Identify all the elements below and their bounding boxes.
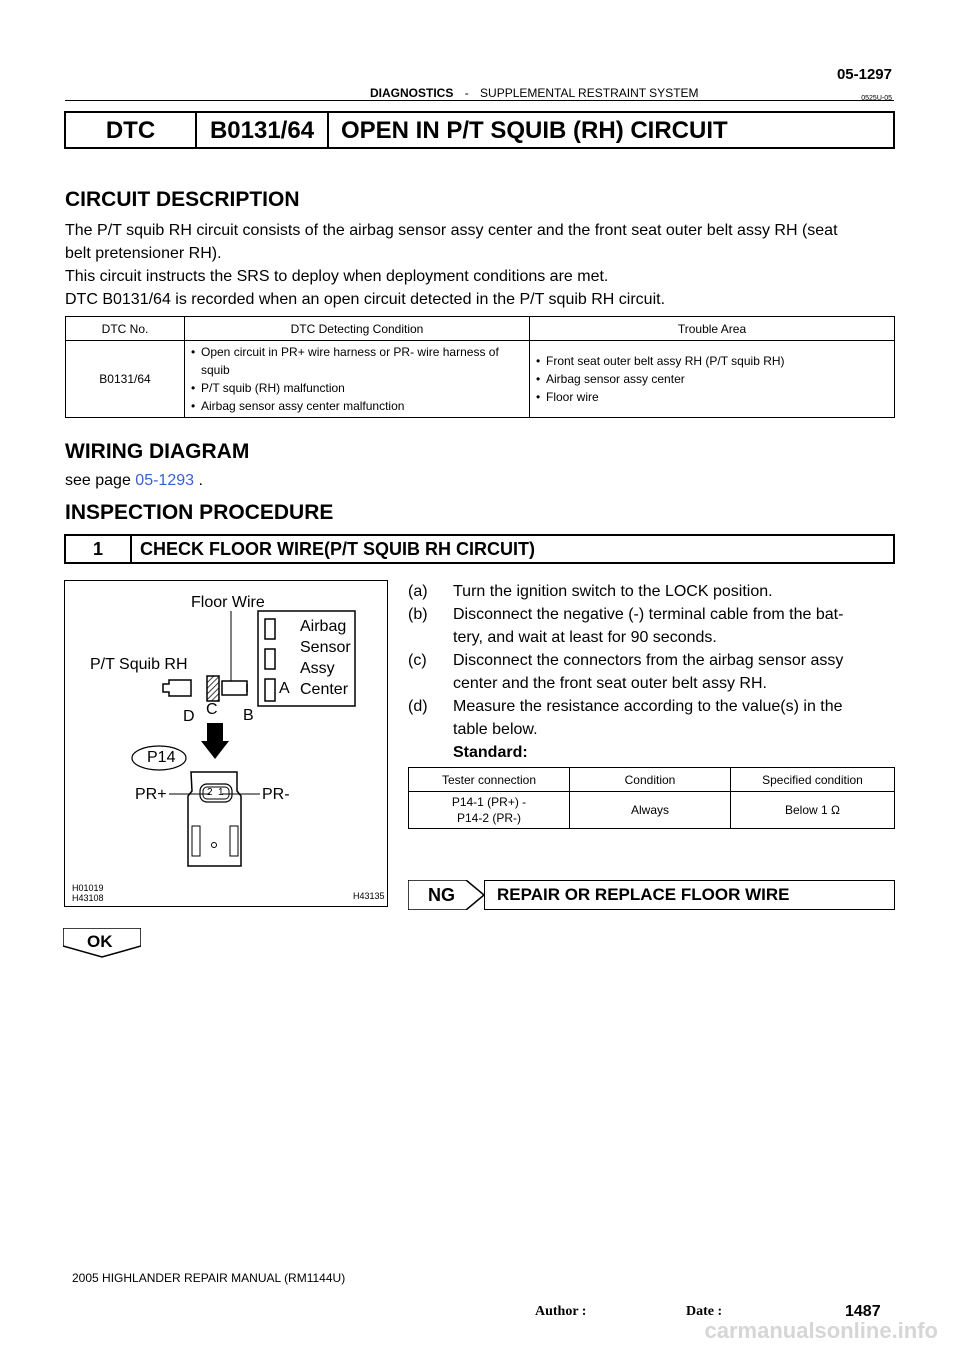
airbag-connector-2 [265,649,275,669]
floor-connector-c [207,676,219,701]
letter-b: B [243,707,254,724]
dtc-title-bar [64,111,895,149]
dtc-table-conditions [185,341,530,418]
inspection-heading: INSPECTION PROCEDURE [65,501,334,524]
step-label: (b) [408,606,428,623]
dtc-table-header: DTC Detecting Condition [185,317,530,341]
area-item: • Front seat outer belt assy RH (P/T squib RH) [536,352,888,370]
wiring-heading: WIRING DIAGRAM [65,440,250,463]
spec-table-header: Tester connection [409,768,570,792]
figure-code-3: H43135 [353,891,385,901]
step-label: (a) [408,583,428,600]
standard-label: Standard: [453,744,528,761]
pin-1-label: 1 [218,787,224,798]
figure-code-1: H01019 [72,883,104,893]
title-text: OPEN IN P/T SQUIB (RH) CIRCUIT [341,117,728,144]
wiring-page-link[interactable]: 05-1293 [135,472,195,489]
condition-item: • P/T squib (RH) malfunction [191,379,523,397]
title-divider-2 [327,113,329,147]
pr-plus-label: PR+ [135,786,167,803]
airbag-connector-1 [265,619,275,639]
circuit-description-line: This circuit instructs the SRS to deploy when deployment conditions are met. [65,268,609,285]
step-line: center and the front seat outer belt assy RH. [453,675,767,692]
ng-action-text: REPAIR OR REPLACE FLOOR WIRE [497,885,790,904]
spec-table-header: Specified condition [731,768,895,792]
dtc-table-dtc-no: B0131/64 [66,341,185,418]
step-b [408,603,898,649]
header-separator: - [464,86,469,100]
airbag-sensor-label [300,616,351,700]
condition-item: • Airbag sensor assy center malfunction [191,397,523,415]
pin-2-label: 2 [207,787,213,798]
spec-table [408,767,895,829]
step-label: (c) [408,652,427,669]
airbag-connector-a [265,679,275,701]
step-line: tery, and wait at least for 90 seconds. [453,629,717,646]
title-dtc: DTC [105,117,156,144]
p14-label: P14 [147,749,176,766]
pr-minus-label: PR- [262,786,290,803]
step-line: Turn the ignition switch to the LOCK position. [453,583,773,600]
dtc-table-header: Trouble Area [530,317,895,341]
area-item: • Airbag sensor assy center [536,370,888,388]
watermark: carmanualsonline.info [704,1318,938,1343]
letter-d: D [183,708,195,725]
step-d [408,695,898,764]
footer-date: Date : [686,1304,723,1319]
step-line: table below. [453,721,538,738]
wiring-suffix: . [198,472,203,489]
ok-label: OK [87,932,113,951]
footer-manual: 2005 HIGHLANDER REPAIR MANUAL (RM1144U) [72,1271,346,1285]
ng-label: NG [428,885,455,905]
dtc-table-header: DTC No. [66,317,185,341]
title-code: B0131/64 [209,117,315,144]
down-arrow-icon [201,723,229,759]
connector-diagram [64,580,388,907]
step-title: CHECK FLOOR WIRE(P/T SQUIB RH CIRCUIT) [140,539,535,559]
circuit-description-line: DTC B0131/64 is recorded when an open circuit detected in the P/T squib RH circuit. [65,291,666,308]
airbag-sensor-line: Center [300,681,349,698]
squib-label: P/T Squib RH [90,656,188,673]
squib-connector-d [163,680,191,696]
circuit-description-body [65,219,905,311]
step-line: Disconnect the connectors from the airbag sensor assy [453,652,844,669]
letter-a: A [279,680,290,697]
step-divider [130,536,132,562]
ng-action-box [484,880,895,910]
header-section: DIAGNOSTICS [370,86,454,100]
circuit-description-line: The P/T squib RH circuit consists of the airbag sensor assy center and the front seat outer belt assy RH (seat [65,222,838,239]
footer-page: 1487 [845,1303,881,1320]
connection-line: P14-1 (PR+) - [451,795,527,809]
procedure-steps [408,580,898,764]
circuit-description-line: belt pretensioner RH). [65,245,222,262]
condition-item: • Open circuit in PR+ wire harness or PR- wire harness of squib [191,343,523,379]
header-page-number: 05-1297 [836,66,892,83]
circuit-description-heading: CIRCUIT DESCRIPTION [65,188,300,211]
step-bar [64,534,895,564]
figure-code-2: H43108 [72,893,104,903]
step-a [408,580,898,603]
wiring-text: see page [65,472,131,489]
step-label: (d) [408,698,428,715]
header-section-line [370,86,699,100]
spec-table-spec: Below 1 Ω [731,792,895,829]
airbag-sensor-line: Airbag [300,618,347,635]
step-line: Measure the resistance according to the value(s) in the [453,698,843,715]
spec-table-header: Condition [570,768,731,792]
footer-author: Author : [535,1304,587,1319]
header-rule [65,100,894,101]
step-number: 1 [92,539,103,559]
wiring-reference [65,469,203,492]
dtc-table-areas [530,341,895,418]
header-subsection: SUPPLEMENTAL RESTRAINT SYSTEM [480,86,699,100]
connection-line: P14-2 (PR-) [456,811,521,825]
step-c [408,649,898,695]
floor-wire-label: Floor Wire [191,594,265,611]
airbag-sensor-line: Assy [300,660,335,677]
area-item: • Floor wire [536,388,888,406]
spec-table-connection [409,792,570,829]
floor-connector-b [222,681,247,695]
dtc-table [65,316,895,418]
header-code: 0525U-05 [861,95,892,102]
airbag-sensor-line: Sensor [300,639,351,656]
step-line: Disconnect the negative (-) terminal cable from the bat- [453,606,844,623]
spec-table-condition: Always [570,792,731,829]
letter-c: C [206,701,218,718]
